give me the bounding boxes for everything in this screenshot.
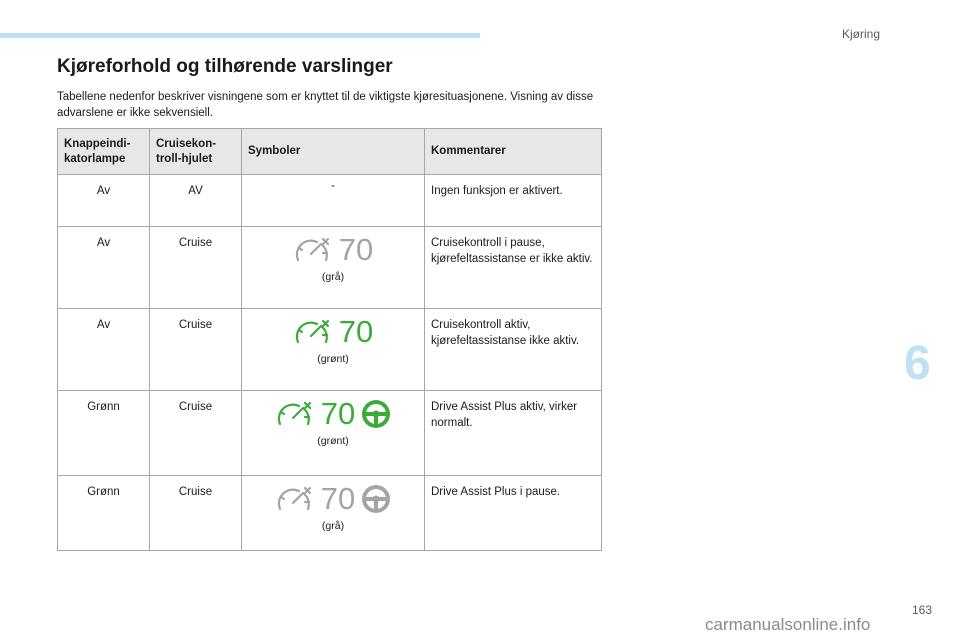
speedometer-cruise-icon	[275, 483, 315, 515]
symbol-group	[248, 482, 418, 516]
symbol-cell	[242, 175, 425, 227]
section-label: Kjøring	[842, 27, 881, 41]
steering-wheel-icon	[361, 399, 391, 429]
no-symbol-dash: -	[331, 180, 335, 192]
speed-value: 70	[338, 314, 374, 349]
symbol-color-caption: (grå)	[321, 271, 345, 283]
wheel-cell: AV	[150, 175, 242, 227]
lamp-cell: Grønn	[58, 476, 150, 551]
chapter-number: 6	[904, 337, 931, 390]
status-table	[57, 128, 602, 551]
lamp-cell: Av	[58, 309, 150, 391]
table-row	[58, 391, 602, 476]
column-header-lamp: Knappeindi-katorlampe	[58, 129, 150, 175]
wheel-cell: Cruise	[150, 227, 242, 309]
comment-cell: Cruisekontroll aktiv, kjørefeltassistanse ikke aktiv.	[425, 309, 602, 391]
symbol-group	[248, 397, 418, 431]
speed-value: 70	[338, 232, 374, 267]
table-row	[58, 175, 602, 227]
comment-cell: Drive Assist Plus aktiv, virker normalt.	[425, 391, 602, 476]
wheel-cell: Cruise	[150, 391, 242, 476]
steering-wheel-icon	[361, 484, 391, 514]
symbol-color-caption: (grå)	[321, 520, 345, 532]
page-title: Kjøreforhold og tilhørende varslinger	[57, 56, 393, 77]
symbol-cell	[242, 476, 425, 551]
speed-value: 70	[320, 481, 356, 516]
symbol-cell	[242, 309, 425, 391]
header-accent-bar	[0, 33, 480, 38]
lamp-cell: Av	[58, 175, 150, 227]
lamp-cell: Grønn	[58, 391, 150, 476]
comment-cell: Cruisekontroll i pause, kjørefeltassistanse er ikke aktiv.	[425, 227, 602, 309]
lamp-cell: Av	[58, 227, 150, 309]
speedometer-cruise-icon	[275, 398, 315, 430]
comment-cell: Ingen funksjon er aktivert.	[425, 175, 602, 227]
symbol-cell	[242, 391, 425, 476]
symbol-group	[248, 233, 418, 267]
wheel-cell: Cruise	[150, 476, 242, 551]
column-header-symbols: Symboler	[242, 129, 425, 175]
comment-cell: Drive Assist Plus i pause.	[425, 476, 602, 551]
symbol-group	[248, 315, 418, 349]
table-header-row	[58, 129, 602, 175]
table-row	[58, 476, 602, 551]
intro-paragraph: Tabellene nedenfor beskriver visningene som er knyttet til de viktigste kjøresituasjonene. Visning av disse advarslene er ikke sekvensiell.	[57, 91, 594, 119]
column-header-comments: Kommentarer	[425, 129, 602, 175]
speedometer-cruise-icon	[293, 234, 333, 266]
symbol-color-caption: (grønt)	[317, 353, 349, 365]
speed-value: 70	[320, 396, 356, 431]
watermark: carmanualsonline.info	[705, 615, 871, 634]
page-number: 163	[912, 603, 933, 617]
column-header-wheel: Cruisekon-troll-hjulet	[150, 129, 242, 175]
table-row	[58, 227, 602, 309]
speedometer-cruise-icon	[293, 316, 333, 348]
table-row	[58, 309, 602, 391]
symbol-color-caption: (grønt)	[317, 435, 349, 447]
wheel-cell: Cruise	[150, 309, 242, 391]
status-table-wrapper	[57, 128, 601, 551]
symbol-cell	[242, 227, 425, 309]
